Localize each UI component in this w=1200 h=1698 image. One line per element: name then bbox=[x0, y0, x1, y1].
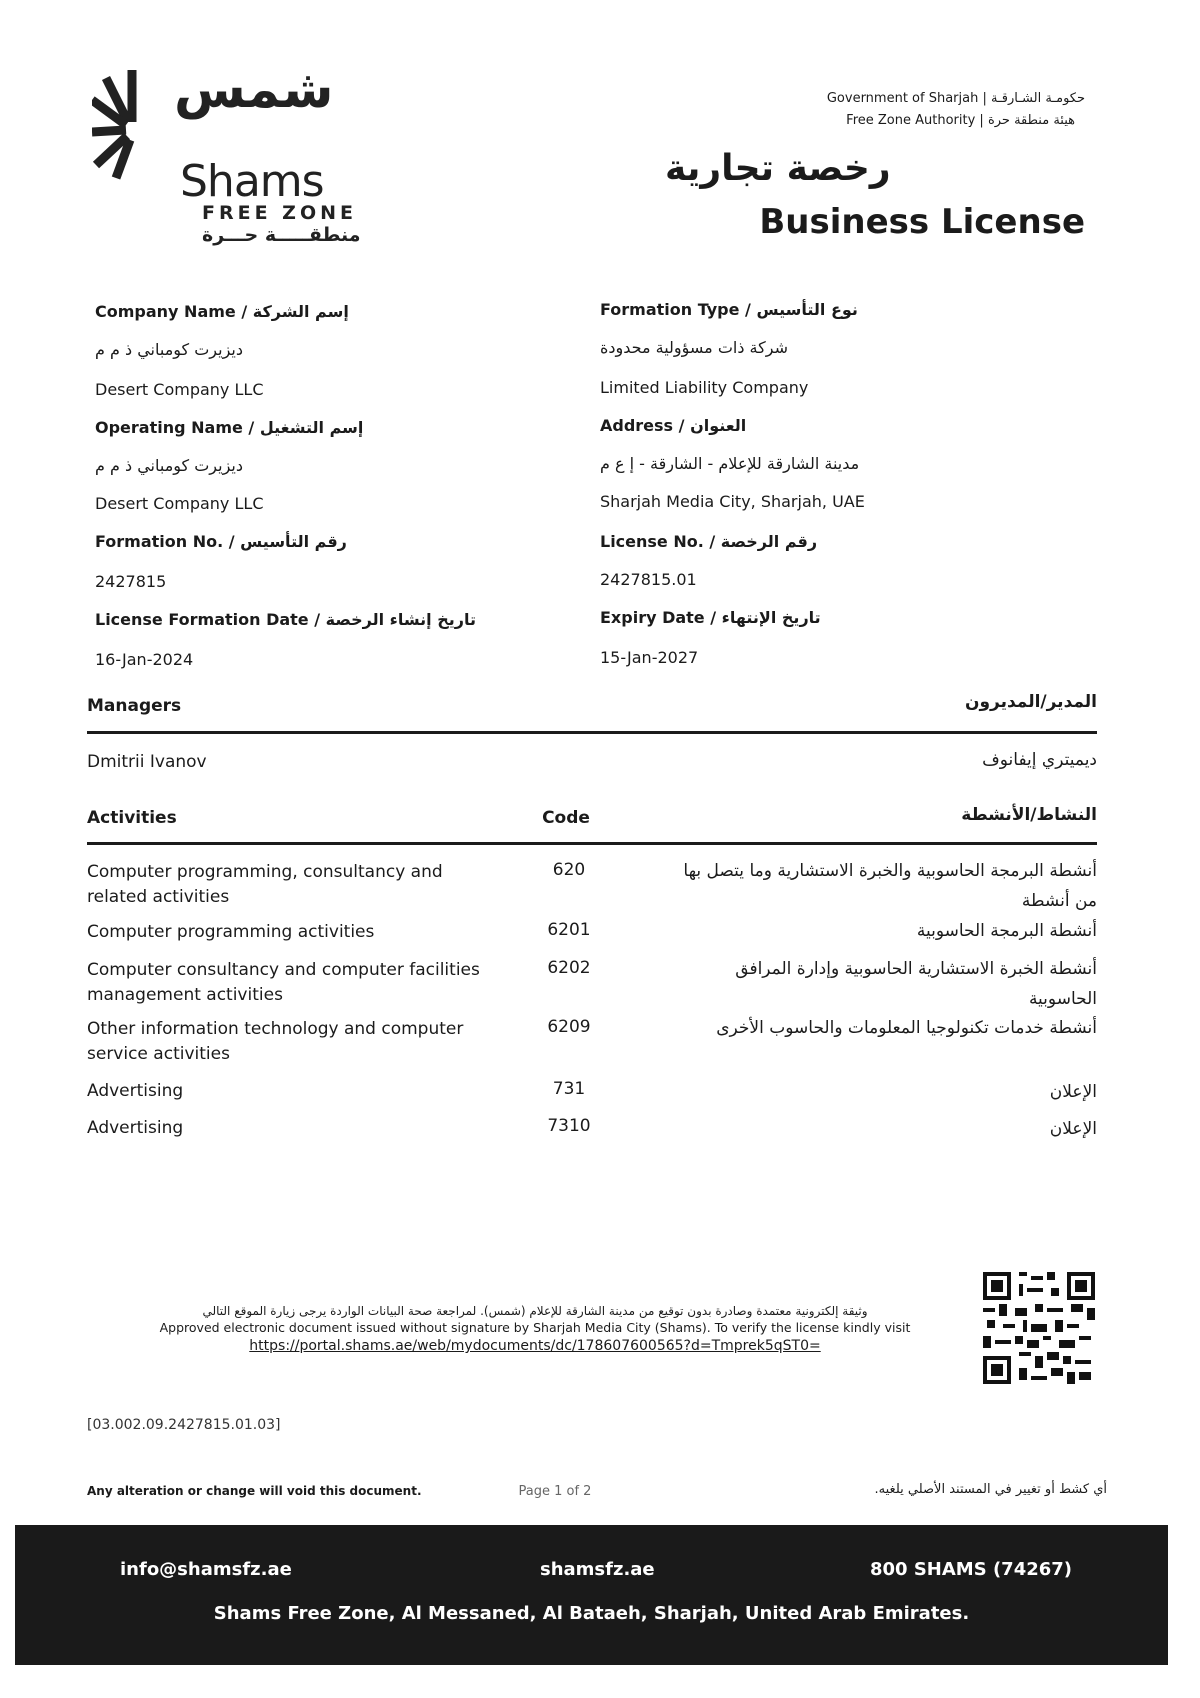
footer-phone: 800 SHAMS (74267) bbox=[870, 1559, 1073, 1580]
company-name-label: Company Name / إسم الشركة bbox=[95, 302, 349, 321]
code-heading: Code bbox=[542, 808, 590, 828]
license-no-value: 2427815.01 bbox=[600, 570, 697, 589]
activity-name-ar: أنشطة خدمات تكنولوجيا المعلومات والحاسوب الأخرى bbox=[716, 1018, 1097, 1038]
activity-code: 6209 bbox=[547, 1017, 591, 1037]
activities-heading: Activities bbox=[87, 808, 177, 828]
formation-type-label: Formation Type / نوع التأسيس bbox=[600, 300, 858, 319]
company-name-en: Desert Company LLC bbox=[95, 380, 264, 399]
formation-type-ar: شركة ذات مسؤولية محدودة bbox=[600, 338, 788, 357]
activity-name-en: Advertising bbox=[87, 1118, 184, 1138]
company-name-ar: ديزيرت كومباني ذ م م bbox=[95, 340, 243, 359]
activity-code: 7310 bbox=[547, 1116, 591, 1136]
operating-name-ar: ديزيرت كومباني ذ م م bbox=[95, 456, 243, 475]
footer-website[interactable]: shamsfz.ae bbox=[540, 1559, 655, 1580]
logo-arabic: شمس bbox=[174, 60, 334, 120]
operating-name-en: Desert Company LLC bbox=[95, 494, 264, 513]
expiry-date-value: 15-Jan-2027 bbox=[600, 648, 699, 667]
government-line-2: Free Zone Authority | هيئة منطقة حرة bbox=[846, 113, 1075, 128]
verification-text-ar: وثيقة إلكترونية معتمدة وصادرة بدون توقيع من مدينة الشارقة للإعلام (شمس). لمراجعة صحة البيانات الواردة يرجى زيارة الموقع التالي bbox=[202, 1304, 868, 1318]
managers-divider bbox=[87, 731, 1097, 734]
formation-no-label: Formation No. / رقم التأسيس bbox=[95, 532, 347, 551]
notice-ar: أي كشط أو تغيير في المستند الأصلي يلغيه. bbox=[874, 1482, 1107, 1497]
activity-name-ar: أنشطة الخبرة الاستشارية الحاسوبية وإدارة المرافق الحاسوبية bbox=[735, 959, 1097, 1009]
activity-name-en: Computer programming, consultancy and related activities bbox=[87, 862, 443, 907]
license-formation-date-label: License Formation Date / تاريخ إنشاء الرخصة bbox=[95, 610, 476, 629]
activity-code: 731 bbox=[552, 1079, 586, 1099]
verification-link[interactable]: https://portal.shams.ae/web/mydocuments/dc/178607600565?d=Tmprek5qST0= bbox=[249, 1338, 821, 1354]
formation-no-value: 2427815 bbox=[95, 572, 167, 591]
formation-type-en: Limited Liability Company bbox=[600, 378, 809, 397]
expiry-date-label: Expiry Date / تاريخ الإنتهاء bbox=[600, 608, 821, 627]
logo-name: Shams bbox=[180, 156, 324, 207]
license-no-label: License No. / رقم الرخصة bbox=[600, 532, 818, 551]
qr-code-icon bbox=[983, 1272, 1095, 1384]
activity-name-en: Other information technology and computer service activities bbox=[87, 1019, 464, 1064]
activity-name-ar: الإعلان bbox=[1049, 1082, 1097, 1102]
activity-name-en: Computer programming activities bbox=[87, 922, 375, 942]
activity-code: 620 bbox=[552, 860, 586, 880]
activity-code: 6202 bbox=[547, 958, 591, 978]
footer-email[interactable]: info@shamsfz.ae bbox=[120, 1559, 292, 1580]
activities-divider bbox=[87, 842, 1097, 845]
activity-name-en: Advertising bbox=[87, 1081, 184, 1101]
document-reference: [03.002.09.2427815.01.03] bbox=[87, 1417, 281, 1433]
footer-address: Shams Free Zone, Al Messaned, Al Bataeh, Sharjah, United Arab Emirates. bbox=[213, 1603, 970, 1624]
address-ar: مدينة الشارقة للإعلام - الشارقة - إ ع م bbox=[600, 454, 860, 473]
activity-code: 6201 bbox=[547, 920, 591, 940]
footer bbox=[15, 1525, 1168, 1665]
address-label: Address / العنوان bbox=[600, 416, 747, 435]
page-title: Business License bbox=[759, 202, 1085, 242]
manager-name-en: Dmitrii Ivanov bbox=[87, 752, 207, 772]
logo-subtitle-ar: منطقـــــة حـــرة bbox=[202, 224, 361, 246]
page-indicator: Page 1 of 2 bbox=[518, 1484, 592, 1499]
activity-name-ar: أنشطة البرمجة الحاسوبية والخبرة الاستشارية وما يتصل بها من أنشطة bbox=[683, 861, 1097, 911]
title-arabic: رخصة تجارية bbox=[665, 148, 891, 189]
notice-en: Any alteration or change will void this document. bbox=[87, 1484, 422, 1498]
managers-heading-ar: المدير/المديرون bbox=[964, 692, 1097, 712]
license-formation-date-value: 16-Jan-2024 bbox=[95, 650, 194, 669]
operating-name-label: Operating Name / إسم التشغيل bbox=[95, 418, 364, 437]
sun-rays-icon bbox=[92, 70, 172, 180]
verification-text-en: Approved electronic document issued without signature by Sharjah Media City (Shams). To verify the license kindly visit bbox=[159, 1320, 911, 1335]
activity-name-en: Computer consultancy and computer facilities management activities bbox=[87, 960, 480, 1005]
activity-name-ar: الإعلان bbox=[1049, 1119, 1097, 1139]
activities-heading-ar: النشاط/الأنشطة bbox=[961, 805, 1097, 825]
logo-subtitle: FREE ZONE bbox=[202, 202, 357, 224]
managers-heading: Managers bbox=[87, 696, 182, 716]
manager-name-ar: ديميتري إيفانوف bbox=[982, 750, 1097, 770]
shams-logo bbox=[92, 60, 372, 246]
address-en: Sharjah Media City, Sharjah, UAE bbox=[600, 492, 865, 511]
government-line-1: Government of Sharjah | حكومـة الشـارقـة bbox=[826, 91, 1085, 106]
activity-name-ar: أنشطة البرمجة الحاسوبية bbox=[916, 921, 1097, 941]
